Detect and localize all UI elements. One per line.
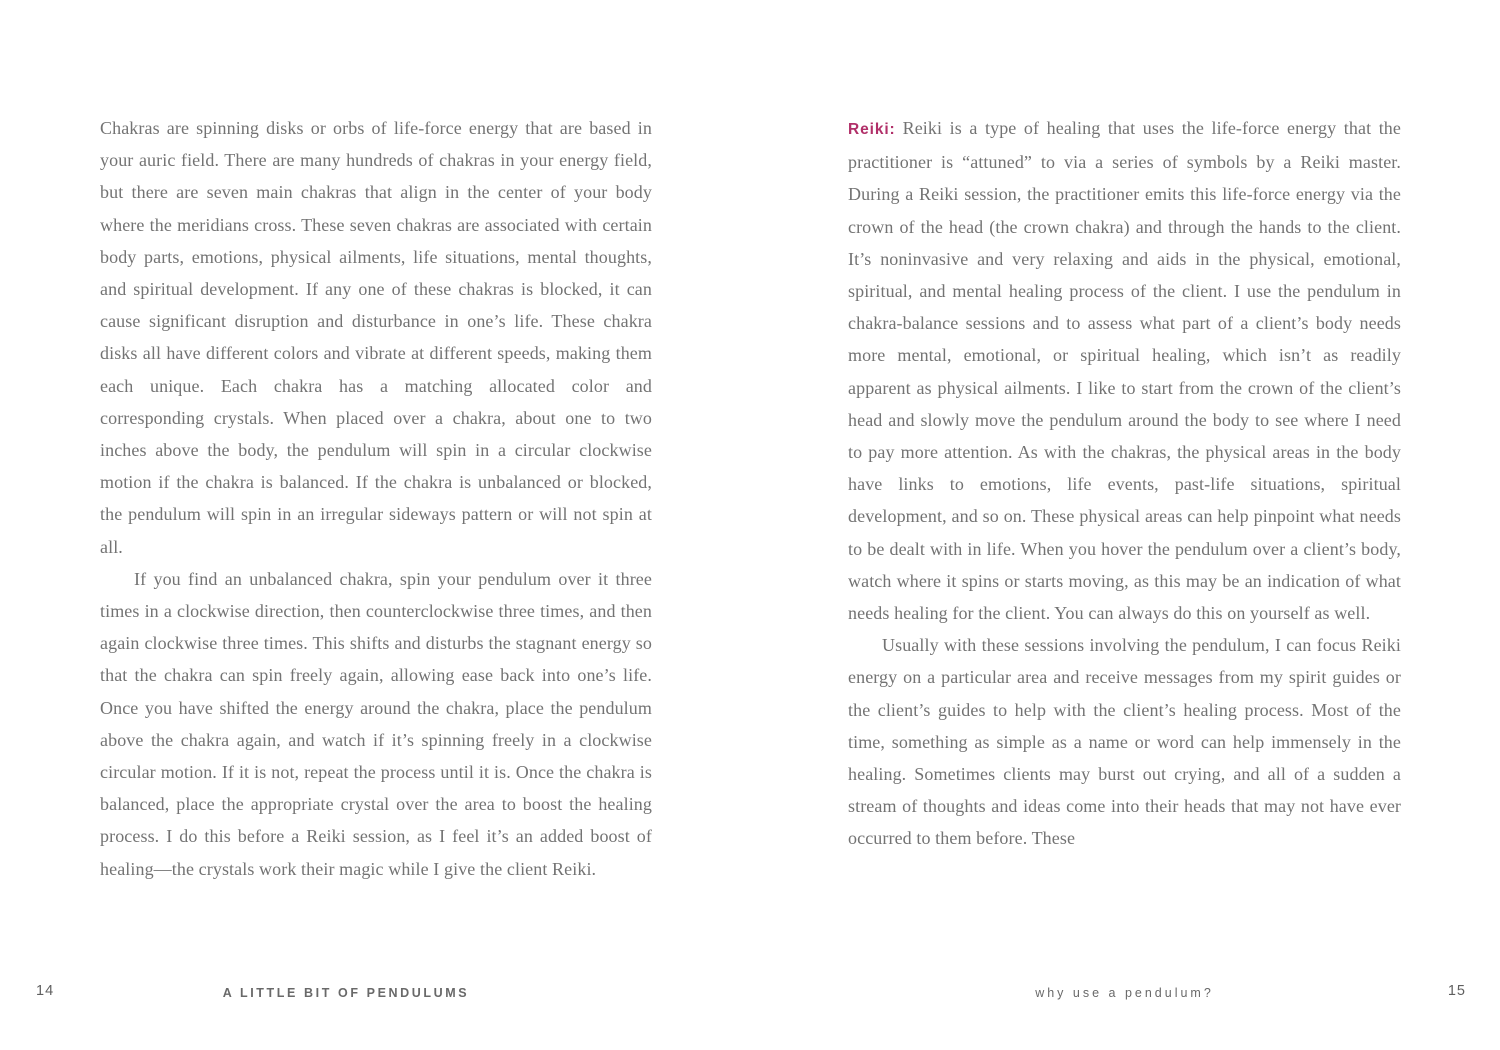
page-number-right: 15 — [1447, 983, 1466, 999]
page-number-left: 14 — [36, 983, 55, 999]
body-paragraph — [848, 112, 1401, 629]
reiki-term-label: Reiki: — [848, 121, 896, 138]
body-paragraph: Chakras are spinning disks or orbs of life-force energy that are based in your auric field. There are many hundreds of chakras in your energy field, but there are seven main chakras that align in the center of your body where the meridians cross. These seven chakras are associated with certain body parts, emotions, physical ailments, life situations, mental thoughts, and spiritual development. If any one of these chakras is blocked, it can cause significant disruption and disturbance in one’s life. These chakra disks all have different colors and vibrate at different speeds, making them each unique. Each chakra has a matching allocated color and corresponding crystals. When placed over a chakra, about one to two inches above the body, the pendulum will spin in a circular clockwise motion if the chakra is balanced. If the chakra is unbalanced or blocked, the pendulum will spin in an irregular sideways pattern or will not spin at all. — [100, 118, 652, 557]
running-head-chapter-title: why use a pendulum? — [1035, 986, 1214, 1000]
left-page-text-column — [100, 112, 652, 885]
body-paragraph: Usually with these sessions involving the pendulum, I can focus Reiki energy on a particular area and receive messages from my spirit guides or the client’s guides to help with the client’s healing process. Most of the time, something as simple as a name or word can help immensely in the healing. Sometimes clients may burst out crying, and all of a sudden a stream of thoughts and ideas come into their heads that may not have ever occurred to them before. These — [848, 635, 1401, 849]
right-page-text-column — [848, 112, 1401, 855]
running-head-book-title: A LITTLE BIT OF PENDULUMS — [222, 986, 470, 1000]
paragraph-text: Reiki is a type of healing that uses the life-force energy that the practitioner is “attuned” to via a series of symbols by a Reiki master. During a Reiki session, the practitioner emits this life-force energy via the crown of the head (the crown chakra) and through the hands to the client. It’s noninvasive and very relaxing and aids in the physical, emotional, spiritual, and mental healing process of the client. I use the pendulum in chakra-balance sessions and to assess what part of a client’s body needs more mental, emotional, or spiritual healing, which isn’t as readily apparent as physical ailments. I like to start from the crown of the client’s head and slowly move the pendulum around the body to see where I need to pay more attention. As with the chakras, the physical areas in the body have links to emotions, life events, past-life situations, spiritual development, and so on. These physical areas can help pinpoint what needs to be dealt with in life. When you hover the pendulum over a client’s body, watch where it spins or starts moving, as this may be an indication of what needs healing for the client. You can always do this on yourself as well. — [848, 118, 1401, 624]
body-paragraph: If you find an unbalanced chakra, spin your pendulum over it three times in a clockwise direction, then counterclockwise three times, and then again clockwise three times. This shifts and disturbs the stagnant energy so that the chakra can spin freely again, allowing ease back into one’s life. Once you have shifted the energy around the chakra, place the pendulum above the chakra again, and watch if it’s spinning freely in a clockwise circular motion. If it is not, repeat the process until it is. Once the chakra is balanced, place the appropriate crystal over the area to boost the healing process. I do this before a Reiki session, as I feel it’s an added boost of healing—the crystals work their magic while I give the client Reiki. — [100, 568, 652, 879]
page-right — [750, 0, 1500, 1050]
